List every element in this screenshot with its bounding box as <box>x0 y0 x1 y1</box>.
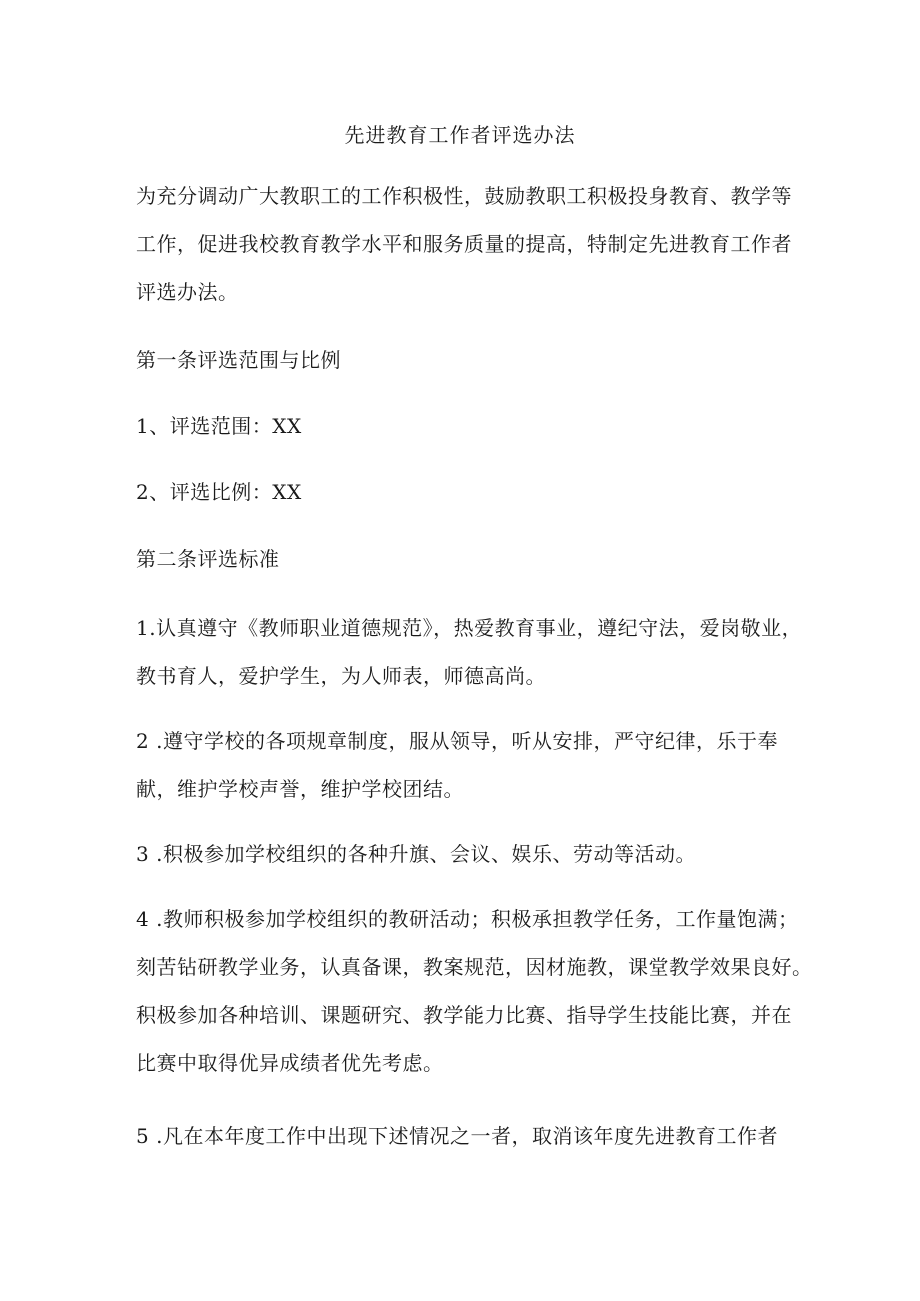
intro-paragraph <box>136 172 796 316</box>
article-2-heading: 第二条评选标准 <box>136 547 280 571</box>
article-1-item-1-block <box>136 402 796 450</box>
article-1-heading: 第一条评选范围与比例 <box>136 348 341 372</box>
criterion-4-line-3: 积极参加各种培训、课题研究、教学能力比赛、指导学生技能比赛，并在 <box>136 1003 792 1027</box>
intro-line-3: 评选办法。 <box>136 280 239 304</box>
article-1-heading-block <box>136 336 796 384</box>
criterion-2-line-1: 2 .遵守学校的各项规章制度，服从领导，听从安排，严守纪律，乐于奉 <box>136 729 778 753</box>
criterion-4-paragraph <box>136 895 813 1087</box>
article-2-heading-block <box>136 535 796 583</box>
criterion-2-line-2: 献，维护学校声誉，维护学校团结。 <box>136 777 464 801</box>
criterion-2-paragraph <box>136 717 796 813</box>
criterion-1-line-1: 1.认真遵守《教师职业道德规范》，热爱教育事业，遵纪守法，爱岗敬业， <box>136 616 803 640</box>
document-title: 先进教育工作者评选办法 <box>344 123 576 147</box>
criterion-4-line-4: 比赛中取得优异成绩者优先考虑。 <box>136 1051 444 1075</box>
criterion-3-line-1: 3 .积极参加学校组织的各种升旗、会议、娱乐、劳动等活动。 <box>136 842 696 866</box>
criterion-1-paragraph <box>136 604 803 700</box>
criterion-3-paragraph <box>136 830 796 878</box>
article-1-item-1: 1、评选范围：XX <box>136 414 302 438</box>
criterion-5-paragraph <box>136 1112 796 1160</box>
criterion-4-line-2: 刻苦钻研教学业务，认真备课，教案规范，因材施教，课堂教学效果良好。 <box>136 955 813 979</box>
intro-line-2: 工作，促进我校教育教学水平和服务质量的提高，特制定先进教育工作者 <box>136 232 792 256</box>
criterion-5-line-1: 5 .凡在本年度工作中出现下述情况之一者，取消该年度先进教育工作者 <box>136 1124 778 1148</box>
criterion-4-line-1: 4 .教师积极参加学校组织的教研活动；积极承担教学任务，工作量饱满； <box>136 907 799 931</box>
intro-line-1: 为充分调动广大教职工的工作积极性，鼓励教职工积极投身教育、教学等 <box>136 184 792 208</box>
article-1-item-2-block <box>136 468 796 516</box>
criterion-1-line-2: 教书育人，爱护学生，为人师表，师德高尚。 <box>136 664 546 688</box>
article-1-item-2: 2、评选比例：XX <box>136 480 302 504</box>
